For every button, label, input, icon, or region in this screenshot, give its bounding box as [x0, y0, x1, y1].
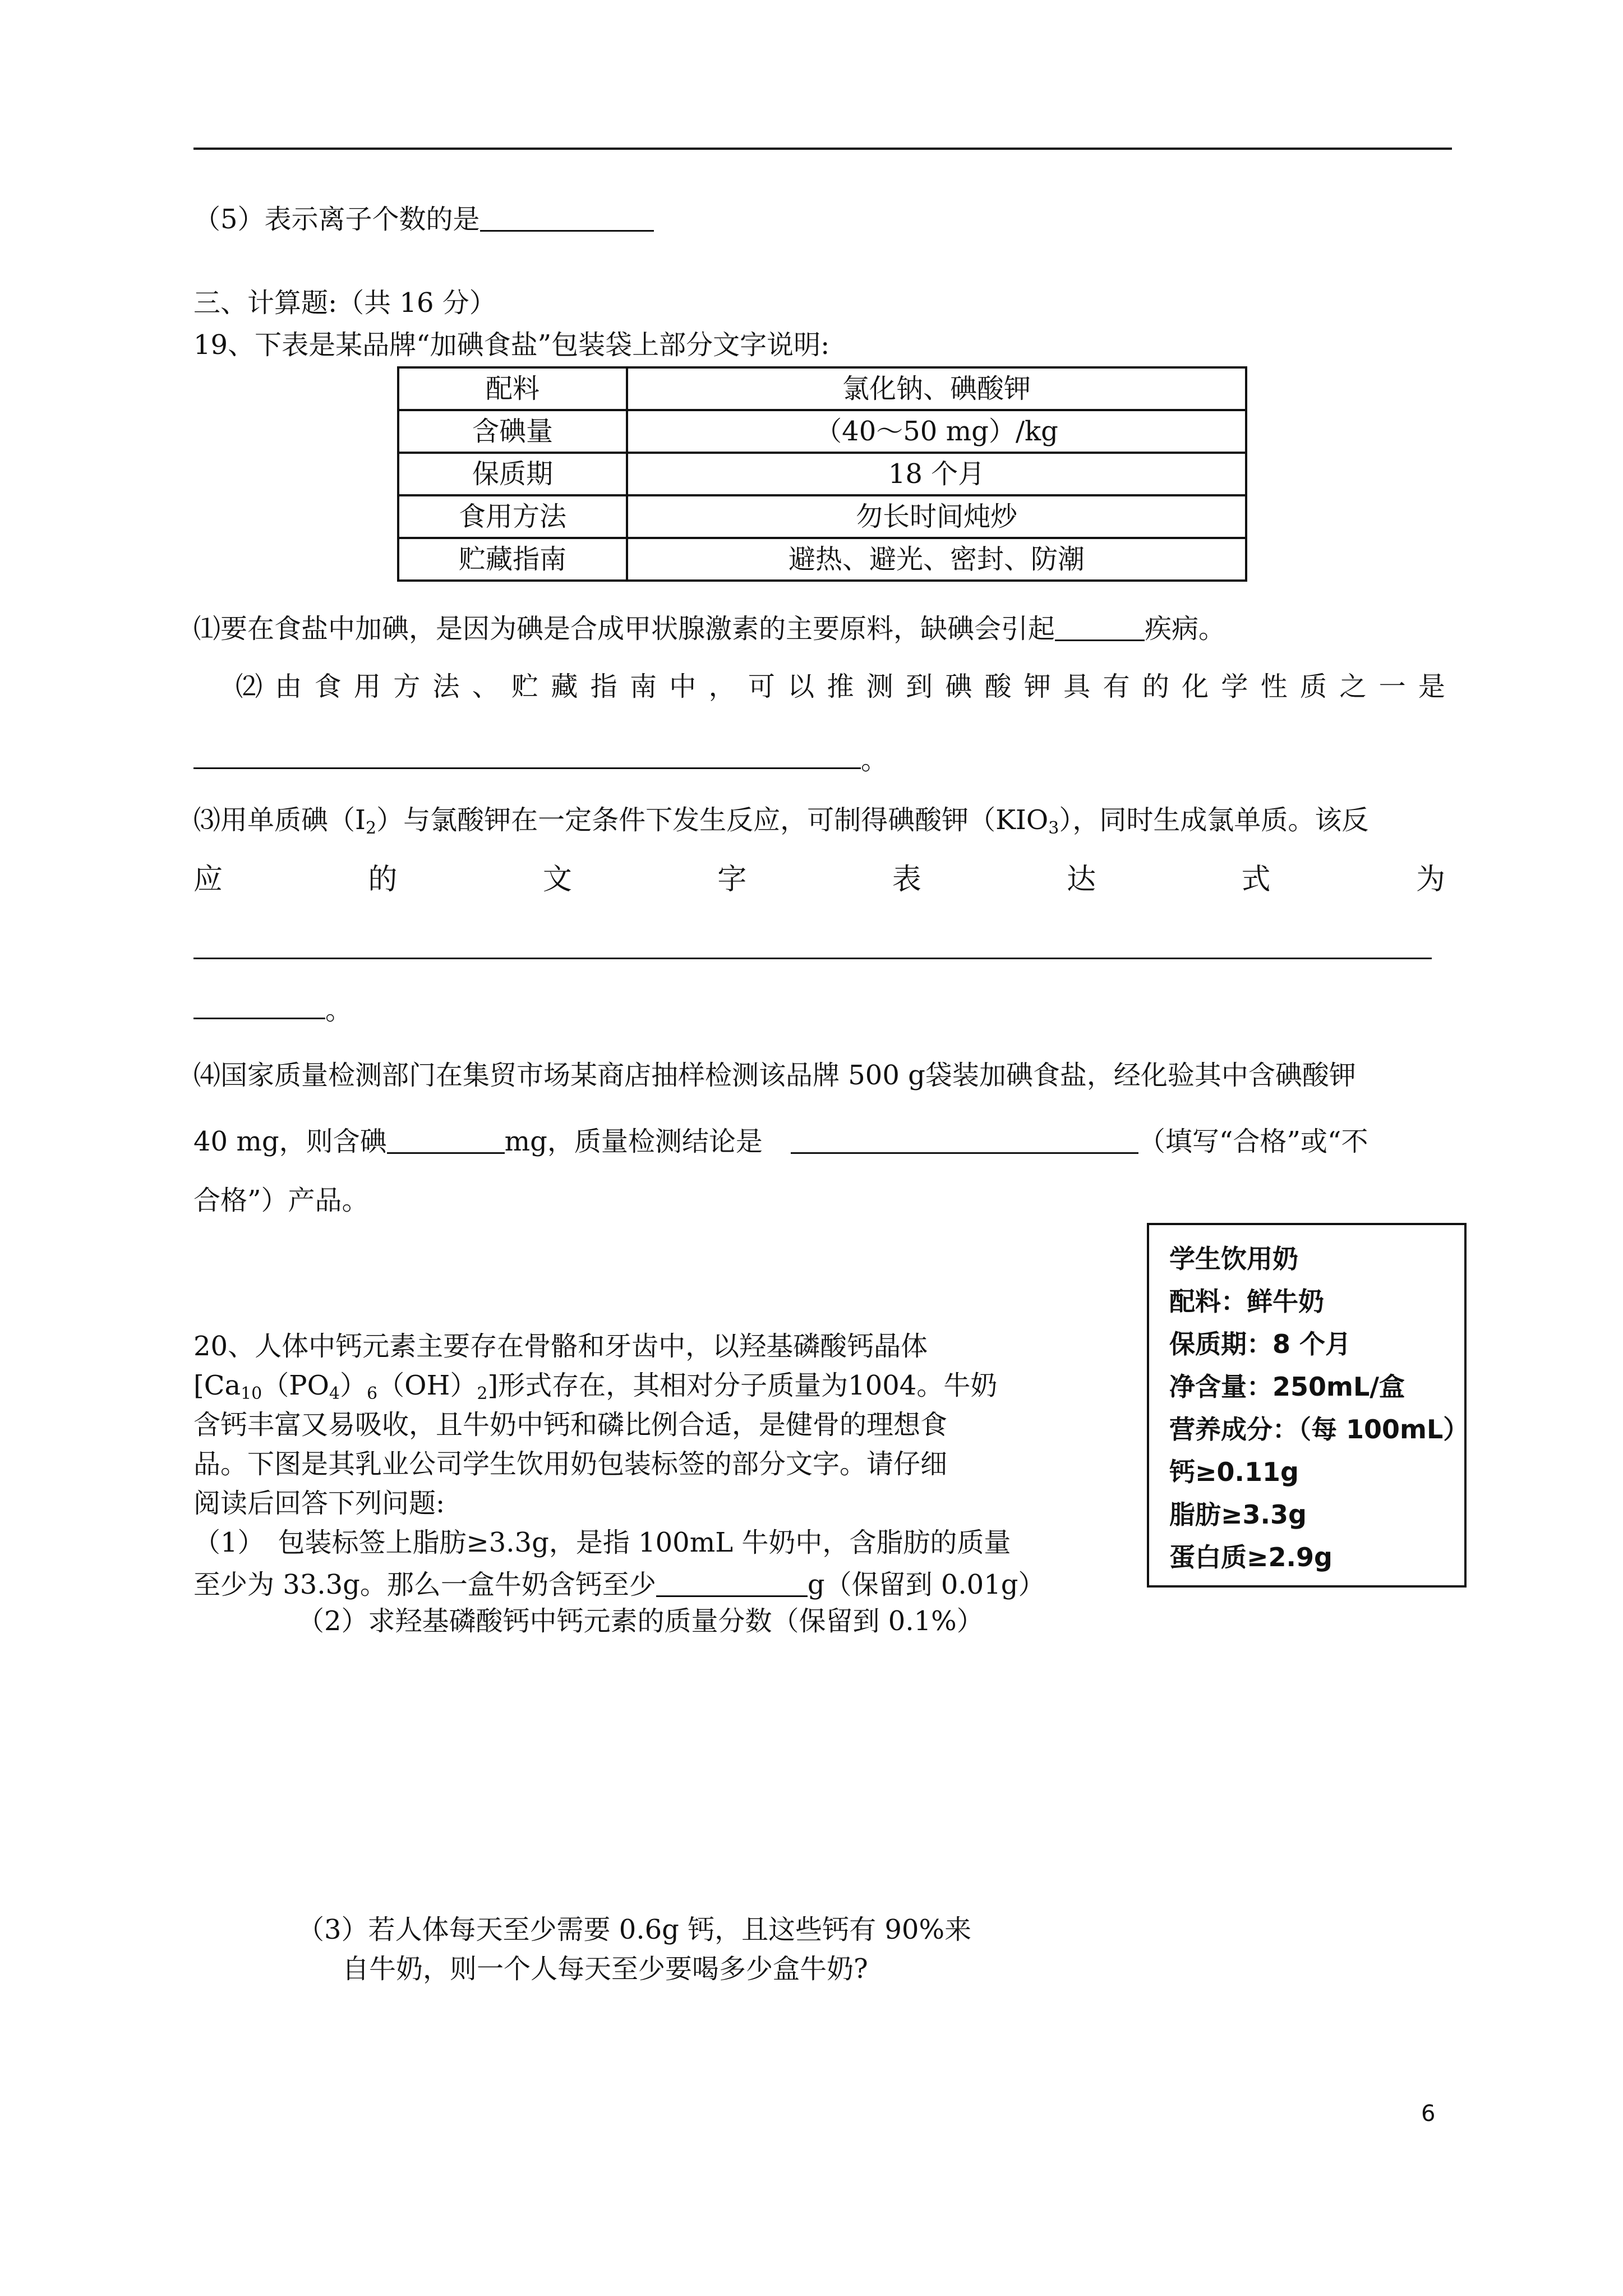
table-value: 避热、避光、密封、防潮 — [627, 538, 1246, 581]
q19-p4-line1: ⑷国家质量检测部门在集贸市场某商店抽样检测该品牌 500 g袋装加碘食盐，经化验其中含碘酸钾 — [193, 1060, 1356, 1091]
q19-p2-char: 南 — [629, 671, 657, 702]
table-value: 18 个月 — [627, 453, 1246, 495]
milk-label-line: 脂肪≥3.3g — [1169, 1499, 1307, 1530]
q19-p2-char: ， — [708, 671, 736, 702]
q19-p2-char: 碘 — [945, 671, 972, 702]
table-row — [398, 538, 1246, 581]
q19-p4-line3: 合格”）产品。 — [193, 1185, 369, 1216]
q19-p2-char: 学 — [1221, 671, 1248, 702]
subscript: 2 — [365, 818, 377, 838]
q19-p2-char: 钾 — [1023, 671, 1051, 702]
q19-p2-char: 化 — [1182, 671, 1209, 702]
q19-p4-text-a: 40 mg，则含碘 — [193, 1126, 387, 1157]
table-key: 食用方法 — [398, 495, 627, 538]
table-key: 保质期 — [398, 453, 627, 495]
q19-p2-answer-line — [193, 740, 888, 777]
table-value: 勿长时间炖炒 — [627, 495, 1246, 538]
q20-line1: 20、人体中钙元素主要存在骨骼和牙齿中，以羟基磷酸钙晶体 — [193, 1331, 928, 1362]
q19-p3-char: 式 — [1241, 863, 1271, 896]
subscript: 2 — [477, 1384, 488, 1404]
section3-title: 三、计算题:（共 16 分） — [193, 287, 496, 319]
q20-line3: 含钙丰富又易吸收，且牛奶中钙和磷比例合适，是健骨的理想食 — [193, 1409, 948, 1441]
milk-label-line: 净含量：250mL/盒 — [1169, 1372, 1405, 1402]
q19-p2-char: 之 — [1339, 671, 1367, 702]
q19-p3-char: 的 — [368, 863, 398, 896]
q20-line5: 阅读后回答下列问题: — [193, 1488, 445, 1519]
q19-p2-char: 性 — [1260, 671, 1288, 702]
q19-p1 — [193, 609, 1225, 646]
milk-label-line: 学生饮用奶 — [1169, 1244, 1298, 1274]
milk-label-line: 保质期：8 个月 — [1169, 1329, 1352, 1359]
q19-p4-iodine-blank[interactable] — [387, 1125, 505, 1154]
q19-p2-char: 方 — [393, 671, 421, 702]
q20-q1-line2 — [193, 1565, 1045, 1602]
q19-p3-char: 文 — [542, 863, 572, 896]
q19-p1-blank[interactable] — [1055, 613, 1145, 641]
q19-p2-char: 食 — [314, 671, 342, 702]
q19-p4-line2 — [193, 1122, 1368, 1158]
q19-p4-conclusion-blank[interactable] — [791, 1125, 1138, 1154]
q19-p3-text-c: ），同时生成氯单质。该反 — [1059, 804, 1369, 836]
q19-p2-char: 的 — [1142, 671, 1169, 702]
q19-p3-line2 — [193, 863, 1445, 896]
q5-text: （5）表示离子个数的是 — [193, 204, 480, 235]
q19-p2-line — [236, 670, 1445, 703]
q19-p2-char: 中 — [669, 671, 697, 702]
q19-p2-char: 由 — [275, 671, 302, 702]
milk-label-line: 蛋白质≥2.9g — [1169, 1542, 1332, 1572]
table-row — [398, 495, 1246, 538]
q19-p2-char: 酸 — [984, 671, 1012, 702]
q20-q1-blank[interactable] — [656, 1568, 808, 1597]
table-row — [398, 367, 1246, 410]
q19-p3-char: 字 — [717, 863, 747, 896]
table-key: 配料 — [398, 367, 627, 410]
subscript: 6 — [367, 1384, 378, 1404]
q19-p3-end: 。 — [325, 995, 353, 1026]
q5-blank[interactable] — [480, 203, 654, 232]
q19-p1-end: 疾病。 — [1145, 613, 1226, 645]
q19-p2-char: 测 — [866, 671, 893, 702]
q19-p3-answer-end — [193, 991, 352, 1027]
q19-p3-text-b: ）与氯酸钾在一定条件下发生反应，可制得碘酸钾（KIO — [376, 804, 1049, 836]
q19-p1-text: ⑴要在食盐中加碘，是因为碘是合成甲状腺激素的主要原料，缺碘会引起 — [193, 613, 1055, 645]
header-rule — [193, 148, 1452, 150]
formula-part: ） — [340, 1370, 367, 1401]
q19-p4-text-c: （填写“合格”或“不 — [1138, 1126, 1368, 1157]
table-row — [398, 410, 1246, 453]
q19-p2-char: 贮 — [511, 671, 539, 702]
page-number: 6 — [1421, 2101, 1436, 2127]
q19-p2-char: 可 — [748, 671, 775, 702]
formula-part: ]形式存在，其相对分子质量为1004。牛奶 — [487, 1370, 998, 1401]
q19-p2-end: 。 — [861, 744, 888, 776]
q19-p2-char: 到 — [906, 671, 933, 702]
q19-p2-char: 具 — [1063, 671, 1091, 702]
q19-p2-char: ⑵ — [236, 671, 263, 702]
q19-p2-char: 以 — [787, 671, 815, 702]
q19-p3-blank-full[interactable] — [193, 958, 1432, 959]
milk-label-line: 配料：鲜牛奶 — [1169, 1286, 1324, 1317]
q20-q1-text-b: g（保留到 0.01g） — [807, 1569, 1045, 1600]
table-value: 氯化钠、碘酸钾 — [627, 367, 1246, 410]
subscript: 10 — [241, 1384, 262, 1404]
table-key: 含碘量 — [398, 410, 627, 453]
formula-part: （OH） — [377, 1370, 477, 1401]
q19-p2-char: 指 — [590, 671, 617, 702]
q20-q3-line2: 自牛奶，则一个人每天至少要喝多少盒牛奶? — [342, 1953, 868, 1985]
q19-intro: 19、下表是某品牌“加碘食盐”包装袋上部分文字说明: — [193, 329, 830, 361]
q19-p2-char: 法 — [432, 671, 460, 702]
table-value: （40～50 mg）/kg — [627, 410, 1246, 453]
salt-info-table — [397, 366, 1247, 582]
q19-p2-char: 有 — [1103, 671, 1130, 702]
q19-p2-char: 用 — [353, 671, 381, 702]
q19-p2-char: 、 — [472, 671, 499, 702]
subscript: 4 — [329, 1384, 340, 1404]
q20-q3-line1: （3）若人体每天至少需要 0.6g 钙，且这些钙有 90%来 — [297, 1914, 972, 1945]
formula-part: （PO — [262, 1370, 329, 1401]
q19-p3-char: 应 — [193, 863, 223, 896]
q19-p2-char: 藏 — [551, 671, 578, 702]
q5-line — [193, 200, 654, 236]
q19-p3-blank[interactable] — [193, 991, 325, 1019]
formula-part: [Ca — [193, 1370, 241, 1401]
q19-p2-blank[interactable] — [193, 740, 861, 769]
milk-label-line: 营养成分：（每 100mL） — [1169, 1414, 1469, 1444]
q19-p2-char: 推 — [827, 671, 854, 702]
subscript: 3 — [1048, 818, 1059, 838]
q19-p4-text-b: mg，质量检测结论是 — [504, 1126, 763, 1157]
q19-p2-char: 一 — [1378, 671, 1406, 702]
q19-p3-line1 — [193, 803, 1368, 845]
milk-label-line: 钙≥0.11g — [1169, 1457, 1299, 1487]
table-key: 贮藏指南 — [398, 538, 627, 581]
milk-label-box — [1147, 1223, 1467, 1588]
q20-q1-text-a: 至少为 33.3g。那么一盒牛奶含钙至少 — [193, 1569, 656, 1600]
q19-p2-char: 质 — [1300, 671, 1327, 702]
q20-formula-line — [193, 1369, 997, 1411]
q19-p2-char: 是 — [1418, 671, 1445, 702]
q19-p3-char: 达 — [1067, 863, 1096, 896]
q19-p3-text-a: ⑶用单质碘（I — [193, 804, 366, 836]
q20-q2: （2）求羟基磷酸钙中钙元素的质量分数（保留到 0.1%） — [297, 1605, 984, 1637]
q20-q1-line1: （1） 包装标签上脂肪≥3.3g，是指 100mL 牛奶中，含脂肪的质量 — [193, 1527, 1011, 1558]
q19-p3-char: 表 — [892, 863, 921, 896]
q20-line4: 品。下图是其乳业公司学生饮用奶包装标签的部分文字。请仔细 — [193, 1448, 948, 1480]
q19-p3-char: 为 — [1415, 863, 1445, 896]
table-row — [398, 453, 1246, 495]
